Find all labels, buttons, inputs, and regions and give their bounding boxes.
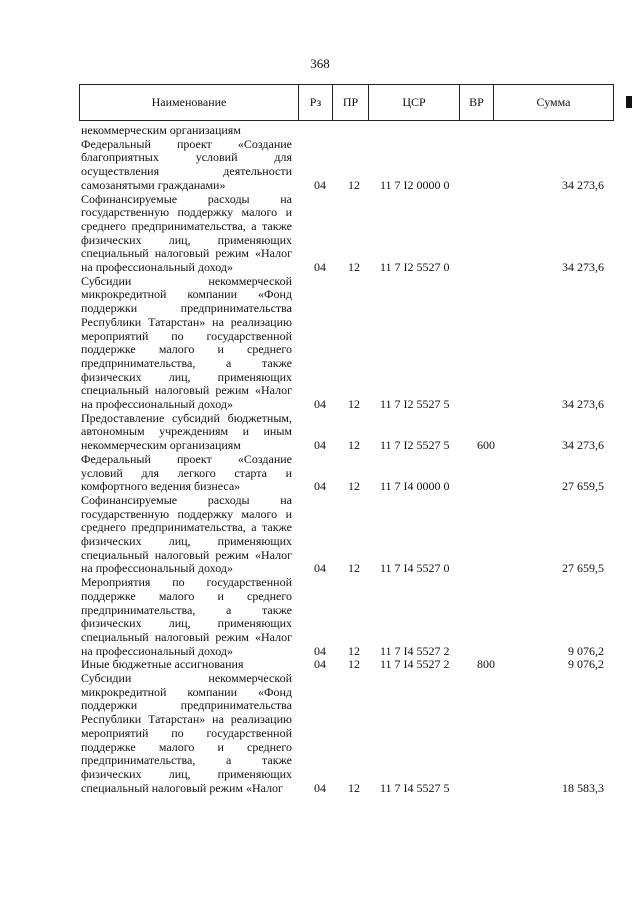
row-name-line: автономным учреждениям и иным xyxy=(81,424,292,439)
row-sum: 27 659,5 xyxy=(562,561,604,576)
row-name-line: на профессиональный доход» xyxy=(81,397,233,412)
row-name-line: осуществления деятельности xyxy=(81,164,292,179)
row-vr: 800 xyxy=(477,657,495,672)
row-pr: 12 xyxy=(348,643,360,658)
table-row xyxy=(0,453,640,494)
row-csr: 11 7 I2 0000 0 xyxy=(380,177,450,192)
row-name-line: Федеральный проект «Создание xyxy=(81,451,292,466)
row-rz: 04 xyxy=(314,780,326,795)
header-name: Наименование xyxy=(80,85,299,121)
row-csr: 11 7 I4 5527 2 xyxy=(380,643,450,658)
row-name-line: микрокредитной компании «Фонд xyxy=(81,684,292,699)
row-name-line: благоприятных условий для xyxy=(81,150,292,165)
row-name-line: на профессиональный доход» xyxy=(81,260,233,275)
row-name-line: поддержке малого и среднего xyxy=(81,342,292,357)
row-csr: 11 7 I4 0000 0 xyxy=(380,479,450,494)
row-csr: 11 7 I2 5527 5 xyxy=(380,396,450,411)
row-pr: 12 xyxy=(348,561,360,576)
row-name-line: на профессиональный доход» xyxy=(81,561,233,576)
row-name-line: государственную поддержку малого и xyxy=(81,205,292,220)
row-sum: 34 273,6 xyxy=(562,259,604,274)
row-name-line: на профессиональный доход» xyxy=(81,643,233,658)
row-name xyxy=(81,124,292,138)
row-name-line: самозанятыми гражданами» xyxy=(81,177,226,192)
row-name-line: специальный налоговый режим «Налог xyxy=(81,629,292,644)
row-rz: 04 xyxy=(314,177,326,192)
row-sum: 27 659,5 xyxy=(562,479,604,494)
row-vr: 600 xyxy=(477,438,495,453)
row-rz: 04 xyxy=(314,643,326,658)
header-csr: ЦСР xyxy=(369,85,460,121)
row-name xyxy=(81,453,292,494)
row-name xyxy=(81,672,292,795)
row-name-line: комфортного ведения бизнеса» xyxy=(81,479,241,494)
page-number: 368 xyxy=(310,56,330,71)
row-pr: 12 xyxy=(348,780,360,795)
row-name-line: Иные бюджетные ассигнования xyxy=(81,657,244,672)
header-vr: ВР xyxy=(460,85,494,121)
row-sum: 18 583,3 xyxy=(562,780,604,795)
row-name-line: специальный налоговый режим «Налог xyxy=(81,547,292,562)
row-csr: 11 7 I2 5527 0 xyxy=(380,259,450,274)
row-name-line: среднего предпринимательства, а также xyxy=(81,218,292,233)
row-name-line: микрокредитной компании «Фонд xyxy=(81,287,292,302)
row-sum: 34 273,6 xyxy=(562,396,604,411)
header-sum: Сумма xyxy=(494,85,614,121)
row-name-line: поддержки предпринимательства xyxy=(81,301,292,316)
row-name xyxy=(81,576,292,658)
row-rz: 04 xyxy=(314,561,326,576)
table-row xyxy=(0,494,640,576)
row-name xyxy=(81,275,292,412)
row-name-line: Субсидии некоммерческой xyxy=(81,273,292,288)
row-rz: 04 xyxy=(314,657,326,672)
table-row xyxy=(0,412,640,453)
table-row xyxy=(0,658,640,672)
row-name-line: физических лиц, применяющих xyxy=(81,369,292,384)
table-row xyxy=(0,138,640,193)
row-name-line: специальный налоговый режим «Налог xyxy=(81,246,292,261)
row-pr: 12 xyxy=(348,259,360,274)
row-name xyxy=(81,193,292,275)
row-name-line: Предоставление субсидий бюджетным, xyxy=(81,410,292,425)
row-name xyxy=(81,494,292,576)
row-sum: 34 273,6 xyxy=(562,177,604,192)
row-name-line: физических лиц, применяющих xyxy=(81,534,292,548)
row-name-line: специальный налоговый режим «Налог xyxy=(81,383,292,398)
row-name-line: Субсидии некоммерческой xyxy=(81,671,292,685)
row-name-line: Республики Татарстан» на реализацию xyxy=(81,314,292,329)
table-row xyxy=(0,672,640,795)
row-pr: 12 xyxy=(348,438,360,453)
row-pr: 12 xyxy=(348,177,360,192)
row-name-line: поддержке малого и среднего xyxy=(81,588,292,603)
row-pr: 12 xyxy=(348,396,360,411)
row-rz: 04 xyxy=(314,479,326,494)
table-row xyxy=(0,275,640,412)
row-rz: 04 xyxy=(314,259,326,274)
header-pr: ПР xyxy=(333,85,369,121)
row-name-line: некоммерческим организациям xyxy=(81,123,241,137)
row-csr: 11 7 I4 5527 5 xyxy=(380,780,450,795)
row-pr: 12 xyxy=(348,657,360,672)
table-row xyxy=(0,124,640,138)
row-rz: 04 xyxy=(314,396,326,411)
row-name-line: предпринимательства, а также xyxy=(81,355,292,370)
row-name-line: среднего предпринимательства, а также xyxy=(81,520,292,535)
row-name-line: поддержки предпринимательства xyxy=(81,698,292,713)
row-csr: 11 7 I4 5527 0 xyxy=(380,561,450,576)
row-name-line: специальный налоговый режим «Налог xyxy=(81,780,283,795)
row-csr: 11 7 I4 5527 2 xyxy=(380,657,450,672)
row-rz: 04 xyxy=(314,438,326,453)
row-name-line: физических лиц, применяющих xyxy=(81,766,292,781)
row-name-line: некоммерческим организациям xyxy=(81,438,241,453)
row-name-line: Мероприятия по государственной xyxy=(81,575,292,590)
table-row xyxy=(0,193,640,275)
row-name-line: мероприятий по государственной xyxy=(81,725,292,740)
row-name-line: поддержке малого и среднего xyxy=(81,739,292,754)
row-name-line: физических лиц, применяющих xyxy=(81,232,292,247)
row-sum: 34 273,6 xyxy=(562,438,604,453)
row-sum: 9 076,2 xyxy=(568,643,604,658)
row-name xyxy=(81,138,292,193)
row-name-line: Республики Татарстан» на реализацию xyxy=(81,712,292,727)
row-sum: 9 076,2 xyxy=(568,657,604,672)
header-rz: Рз xyxy=(299,85,333,121)
row-name-line: предпринимательства, а также xyxy=(81,753,292,768)
row-name-line: предпринимательства, а также xyxy=(81,602,292,617)
row-name-line: Софинансируемые расходы на xyxy=(81,492,292,507)
row-name-line: условий для легкого старта и xyxy=(81,465,292,480)
row-name xyxy=(81,658,292,672)
row-csr: 11 7 I2 5527 5 xyxy=(380,438,450,453)
row-name-line: физических лиц, применяющих xyxy=(81,616,292,631)
row-name-line: Федеральный проект «Создание xyxy=(81,136,292,151)
row-name-line: Софинансируемые расходы на xyxy=(81,191,292,206)
table-row xyxy=(0,576,640,658)
row-name-line: мероприятий по государственной xyxy=(81,328,292,343)
row-name-line: государственную поддержку малого и xyxy=(81,506,292,521)
row-pr: 12 xyxy=(348,479,360,494)
row-name xyxy=(81,412,292,453)
